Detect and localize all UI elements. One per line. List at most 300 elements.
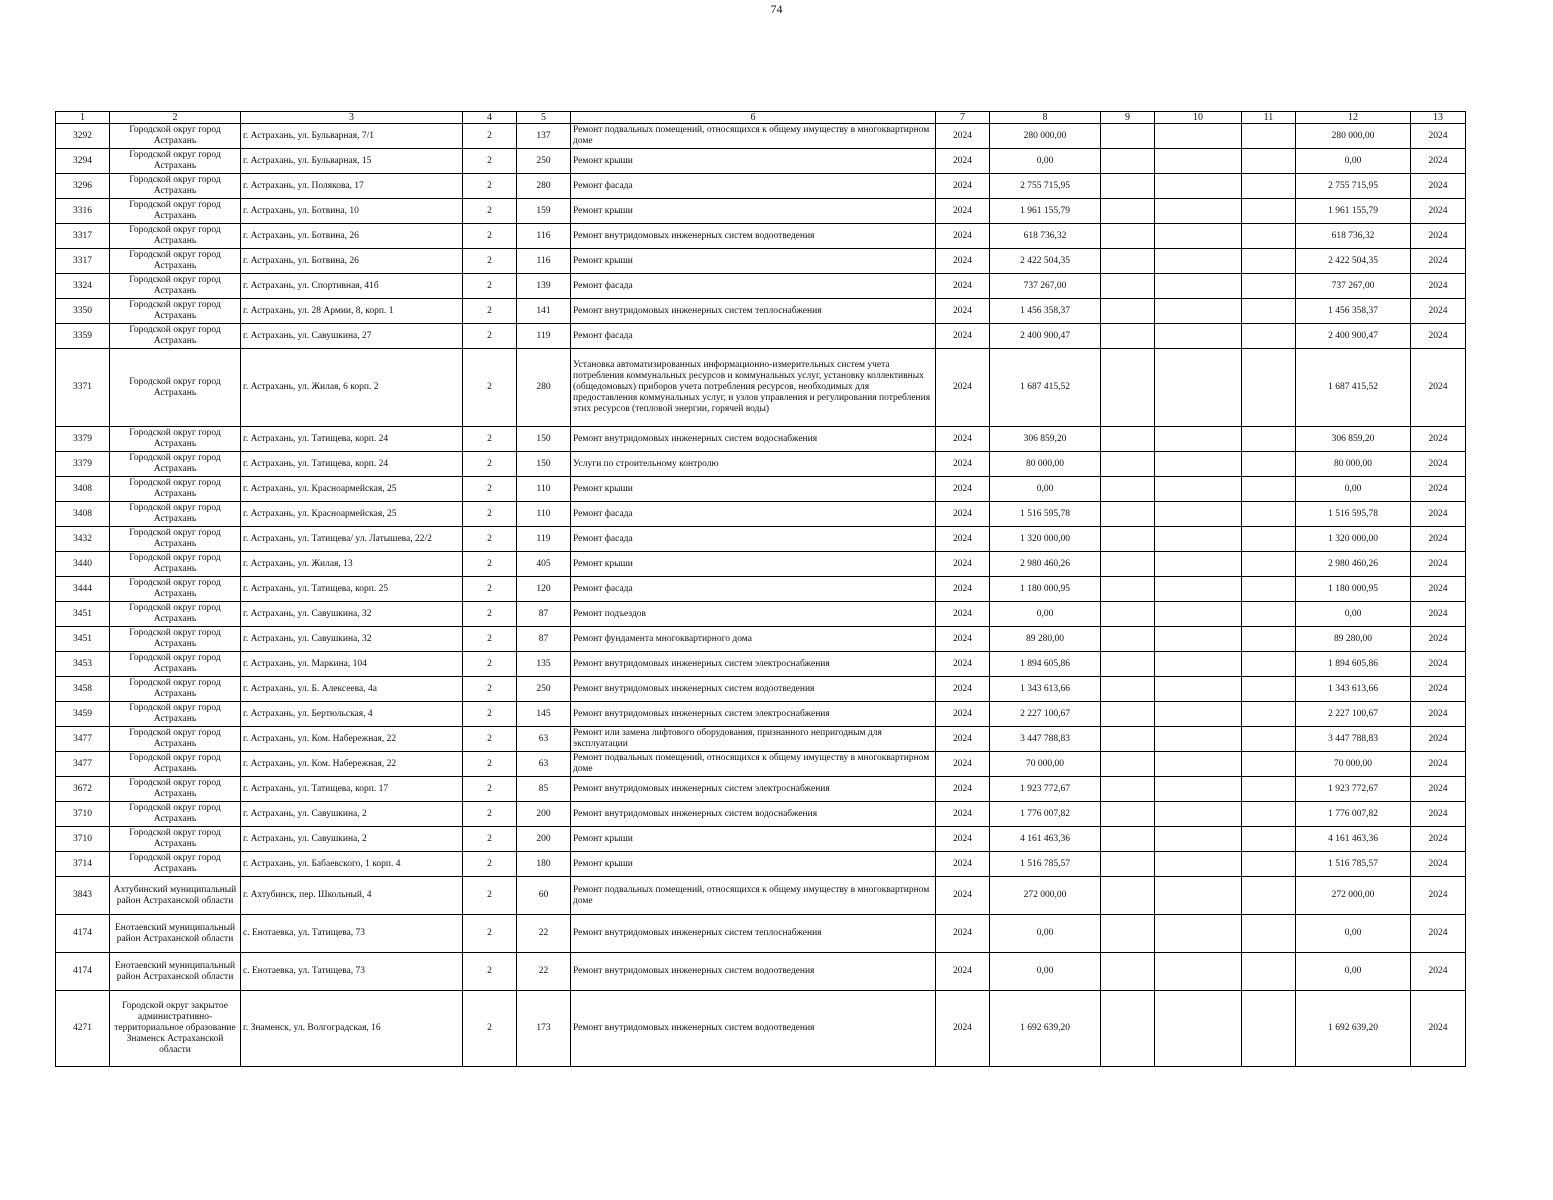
address: г. Астрахань, ул. Бульварная, 7/1: [241, 124, 463, 149]
row-number: 3316: [56, 199, 110, 224]
address: г. Астрахань, ул. Красноармейская, 25: [241, 502, 463, 527]
col-10-value: [1155, 299, 1242, 324]
municipality: Городской округ город Астрахань: [110, 777, 241, 802]
completion-year: 2024: [1411, 915, 1466, 953]
col-4-value: 2: [463, 124, 517, 149]
address: г. Астрахань, ул. Красноармейская, 25: [241, 477, 463, 502]
col-11-value: [1242, 349, 1296, 427]
work-type: Ремонт внутридомовых инженерных систем водоотведения: [571, 991, 936, 1067]
completion-year: 2024: [1411, 124, 1466, 149]
col-5-value: 110: [517, 477, 571, 502]
col-4-value: 2: [463, 677, 517, 702]
col-11-value: [1242, 477, 1296, 502]
table-row: [56, 452, 1466, 477]
column-header: 5: [517, 112, 571, 124]
col-11-value: [1242, 224, 1296, 249]
address: г. Астрахань, ул. Савушкина, 2: [241, 802, 463, 827]
municipality: Городской округ город Астрахань: [110, 702, 241, 727]
col-11-value: [1242, 452, 1296, 477]
year: 2024: [936, 991, 990, 1067]
year: 2024: [936, 502, 990, 527]
table-row: [56, 652, 1466, 677]
col-4-value: 2: [463, 752, 517, 777]
col-9-value: [1101, 527, 1155, 552]
total-cost: 1 894 605,86: [1296, 652, 1411, 677]
col-11-value: [1242, 124, 1296, 149]
total-cost: 4 161 463,36: [1296, 827, 1411, 852]
col-9-value: [1101, 652, 1155, 677]
col-4-value: 2: [463, 702, 517, 727]
cost: 1 687 415,52: [990, 349, 1101, 427]
work-type: Ремонт крыши: [571, 249, 936, 274]
total-cost: 89 280,00: [1296, 627, 1411, 652]
table-row: [56, 199, 1466, 224]
table-row: [56, 124, 1466, 149]
year: 2024: [936, 299, 990, 324]
col-9-value: [1101, 953, 1155, 991]
row-number: 3477: [56, 727, 110, 752]
total-cost: 0,00: [1296, 602, 1411, 627]
municipality: Городской округ город Астрахань: [110, 427, 241, 452]
total-cost: 1 320 000,00: [1296, 527, 1411, 552]
cost: 2 755 715,95: [990, 174, 1101, 199]
cost: 1 343 613,66: [990, 677, 1101, 702]
work-type: Ремонт внутридомовых инженерных систем электроснабжения: [571, 777, 936, 802]
address: г. Астрахань, ул. Татищева, корп. 24: [241, 427, 463, 452]
column-header: 4: [463, 112, 517, 124]
year: 2024: [936, 677, 990, 702]
col-5-value: 250: [517, 149, 571, 174]
col-10-value: [1155, 752, 1242, 777]
column-header: 9: [1101, 112, 1155, 124]
col-10-value: [1155, 249, 1242, 274]
completion-year: 2024: [1411, 199, 1466, 224]
year: 2024: [936, 477, 990, 502]
col-9-value: [1101, 349, 1155, 427]
work-type: Ремонт крыши: [571, 852, 936, 877]
col-5-value: 63: [517, 752, 571, 777]
col-11-value: [1242, 953, 1296, 991]
col-4-value: 2: [463, 502, 517, 527]
municipality: Городской округ город Астрахань: [110, 552, 241, 577]
total-cost: 70 000,00: [1296, 752, 1411, 777]
col-9-value: [1101, 602, 1155, 627]
col-10-value: [1155, 852, 1242, 877]
total-cost: 618 736,32: [1296, 224, 1411, 249]
row-number: 3359: [56, 324, 110, 349]
work-type: Ремонт внутридомовых инженерных систем водоотведения: [571, 677, 936, 702]
year: 2024: [936, 827, 990, 852]
col-4-value: 2: [463, 149, 517, 174]
table-row: [56, 752, 1466, 777]
cost: 2 422 504,35: [990, 249, 1101, 274]
cost: 0,00: [990, 915, 1101, 953]
work-type: Ремонт внутридомовых инженерных систем водоснабжения: [571, 802, 936, 827]
work-type: Ремонт внутридомовых инженерных систем водоотведения: [571, 224, 936, 249]
col-4-value: 2: [463, 224, 517, 249]
col-4-value: 2: [463, 877, 517, 915]
year: 2024: [936, 577, 990, 602]
total-cost: 3 447 788,83: [1296, 727, 1411, 752]
completion-year: 2024: [1411, 602, 1466, 627]
address: г. Астрахань, ул. Савушкина, 2: [241, 827, 463, 852]
cost: 1 456 358,37: [990, 299, 1101, 324]
col-5-value: 116: [517, 224, 571, 249]
row-number: 3477: [56, 752, 110, 777]
col-11-value: [1242, 752, 1296, 777]
work-type: Ремонт фундамента многоквартирного дома: [571, 627, 936, 652]
municipality: Городской округ город Астрахань: [110, 727, 241, 752]
col-5-value: 145: [517, 702, 571, 727]
col-10-value: [1155, 777, 1242, 802]
completion-year: 2024: [1411, 249, 1466, 274]
row-number: 3459: [56, 702, 110, 727]
col-11-value: [1242, 527, 1296, 552]
year: 2024: [936, 777, 990, 802]
col-9-value: [1101, 752, 1155, 777]
col-10-value: [1155, 224, 1242, 249]
col-11-value: [1242, 199, 1296, 224]
total-cost: 1 516 595,78: [1296, 502, 1411, 527]
table-row: [56, 677, 1466, 702]
address: с. Енотаевка, ул. Татищева, 73: [241, 915, 463, 953]
table-row: [56, 477, 1466, 502]
address: г. Астрахань, ул. Жилая, 13: [241, 552, 463, 577]
address: с. Енотаевка, ул. Татищева, 73: [241, 953, 463, 991]
total-cost: 306 859,20: [1296, 427, 1411, 452]
col-5-value: 180: [517, 852, 571, 877]
col-5-value: 139: [517, 274, 571, 299]
completion-year: 2024: [1411, 702, 1466, 727]
table-row: [56, 727, 1466, 752]
cost: 1 961 155,79: [990, 199, 1101, 224]
cost: 1 516 785,57: [990, 852, 1101, 877]
year: 2024: [936, 427, 990, 452]
address: г. Астрахань, ул. Савушкина, 27: [241, 324, 463, 349]
work-type: Ремонт внутридомовых инженерных систем водоотведения: [571, 953, 936, 991]
cost: 1 894 605,86: [990, 652, 1101, 677]
col-10-value: [1155, 427, 1242, 452]
work-type: Ремонт внутридомовых инженерных систем теплоснабжения: [571, 915, 936, 953]
column-number-row: [56, 112, 1466, 124]
col-10-value: [1155, 827, 1242, 852]
row-number: 3458: [56, 677, 110, 702]
col-11-value: [1242, 427, 1296, 452]
col-5-value: 135: [517, 652, 571, 677]
work-type: Ремонт фасада: [571, 274, 936, 299]
municipality: Городской округ город Астрахань: [110, 577, 241, 602]
row-number: 3317: [56, 249, 110, 274]
col-9-value: [1101, 627, 1155, 652]
total-cost: 2 400 900,47: [1296, 324, 1411, 349]
total-cost: 0,00: [1296, 477, 1411, 502]
total-cost: 1 343 613,66: [1296, 677, 1411, 702]
year: 2024: [936, 324, 990, 349]
col-11-value: [1242, 677, 1296, 702]
col-11-value: [1242, 174, 1296, 199]
address: г. Астрахань, ул. Бабаевского, 1 корп. 4: [241, 852, 463, 877]
cost: 737 267,00: [990, 274, 1101, 299]
address: г. Астрахань, ул. Бертюльская, 4: [241, 702, 463, 727]
col-10-value: [1155, 452, 1242, 477]
address: г. Астрахань, ул. Б. Алексеева, 4а: [241, 677, 463, 702]
col-5-value: 280: [517, 349, 571, 427]
col-11-value: [1242, 249, 1296, 274]
row-number: 4271: [56, 991, 110, 1067]
cost: 618 736,32: [990, 224, 1101, 249]
row-number: 3440: [56, 552, 110, 577]
work-type: Ремонт фасада: [571, 527, 936, 552]
address: г. Астрахань, ул. Ботвина, 26: [241, 224, 463, 249]
completion-year: 2024: [1411, 652, 1466, 677]
col-11-value: [1242, 577, 1296, 602]
row-number: 3379: [56, 427, 110, 452]
col-11-value: [1242, 627, 1296, 652]
address: г. Астрахань, ул. Татищева, корп. 25: [241, 577, 463, 602]
col-4-value: 2: [463, 174, 517, 199]
col-11-value: [1242, 827, 1296, 852]
col-11-value: [1242, 877, 1296, 915]
column-header: 11: [1242, 112, 1296, 124]
col-10-value: [1155, 877, 1242, 915]
table-row: [56, 174, 1466, 199]
year: 2024: [936, 274, 990, 299]
table-row: [56, 274, 1466, 299]
total-cost: 1 961 155,79: [1296, 199, 1411, 224]
address: г. Астрахань, ул. Ком. Набережная, 22: [241, 752, 463, 777]
row-number: 3408: [56, 502, 110, 527]
table-row: [56, 852, 1466, 877]
row-number: 3379: [56, 452, 110, 477]
municipality: Городской округ город Астрахань: [110, 627, 241, 652]
column-header: 3: [241, 112, 463, 124]
work-type: Ремонт внутридомовых инженерных систем теплоснабжения: [571, 299, 936, 324]
municipality: Городской округ город Астрахань: [110, 324, 241, 349]
col-11-value: [1242, 324, 1296, 349]
col-5-value: 173: [517, 991, 571, 1067]
work-type: Ремонт или замена лифтового оборудования, признанного непригодным для эксплуатации: [571, 727, 936, 752]
total-cost: 1 776 007,82: [1296, 802, 1411, 827]
col-5-value: 60: [517, 877, 571, 915]
address: г. Астрахань, ул. Ком. Набережная, 22: [241, 727, 463, 752]
col-4-value: 2: [463, 991, 517, 1067]
total-cost: 280 000,00: [1296, 124, 1411, 149]
col-4-value: 2: [463, 777, 517, 802]
address: г. Астрахань, ул. Полякова, 17: [241, 174, 463, 199]
cost: 89 280,00: [990, 627, 1101, 652]
col-5-value: 250: [517, 677, 571, 702]
total-cost: 272 000,00: [1296, 877, 1411, 915]
row-number: 3294: [56, 149, 110, 174]
cost: 306 859,20: [990, 427, 1101, 452]
work-type: Ремонт подвальных помещений, относящихся к общему имуществу в многоквартирном доме: [571, 877, 936, 915]
col-4-value: 2: [463, 477, 517, 502]
col-4-value: 2: [463, 827, 517, 852]
municipality: Городской округ закрытое административно-территориальное образование Знаменск Астраханской области: [110, 991, 241, 1067]
completion-year: 2024: [1411, 777, 1466, 802]
municipality: Городской округ город Астрахань: [110, 602, 241, 627]
cost: 0,00: [990, 477, 1101, 502]
row-number: 3451: [56, 627, 110, 652]
col-11-value: [1242, 727, 1296, 752]
col-5-value: 150: [517, 427, 571, 452]
table-row: [56, 349, 1466, 427]
column-header: 6: [571, 112, 936, 124]
cost: 280 000,00: [990, 124, 1101, 149]
col-5-value: 141: [517, 299, 571, 324]
col-9-value: [1101, 477, 1155, 502]
table-row: [56, 224, 1466, 249]
col-9-value: [1101, 877, 1155, 915]
col-10-value: [1155, 349, 1242, 427]
completion-year: 2024: [1411, 577, 1466, 602]
table-body: [56, 124, 1466, 1067]
address: г. Астрахань, ул. Маркина, 104: [241, 652, 463, 677]
col-4-value: 2: [463, 915, 517, 953]
col-5-value: 116: [517, 249, 571, 274]
completion-year: 2024: [1411, 852, 1466, 877]
municipality: Городской округ город Астрахань: [110, 677, 241, 702]
col-5-value: 119: [517, 527, 571, 552]
col-4-value: 2: [463, 953, 517, 991]
col-9-value: [1101, 149, 1155, 174]
col-10-value: [1155, 149, 1242, 174]
total-cost: 0,00: [1296, 915, 1411, 953]
year: 2024: [936, 877, 990, 915]
year: 2024: [936, 915, 990, 953]
col-9-value: [1101, 827, 1155, 852]
municipality: Енотаевский муниципальный район Астраханской области: [110, 915, 241, 953]
year: 2024: [936, 552, 990, 577]
row-number: 3292: [56, 124, 110, 149]
col-4-value: 2: [463, 852, 517, 877]
column-header: 2: [110, 112, 241, 124]
municipality: Городской округ город Астрахань: [110, 827, 241, 852]
row-number: 3350: [56, 299, 110, 324]
total-cost: 1 180 000,95: [1296, 577, 1411, 602]
table-row: [56, 299, 1466, 324]
col-5-value: 150: [517, 452, 571, 477]
col-9-value: [1101, 174, 1155, 199]
completion-year: 2024: [1411, 477, 1466, 502]
col-10-value: [1155, 174, 1242, 199]
col-9-value: [1101, 452, 1155, 477]
col-4-value: 2: [463, 427, 517, 452]
completion-year: 2024: [1411, 452, 1466, 477]
work-type: Ремонт фасада: [571, 324, 936, 349]
address: г. Астрахань, ул. Жилая, 6 корп. 2: [241, 349, 463, 427]
col-5-value: 87: [517, 627, 571, 652]
col-4-value: 2: [463, 249, 517, 274]
address: г. Астрахань, ул. Татищева/ ул. Латышева, 22/2: [241, 527, 463, 552]
work-type: Ремонт крыши: [571, 199, 936, 224]
col-5-value: 280: [517, 174, 571, 199]
total-cost: 2 227 100,67: [1296, 702, 1411, 727]
row-number: 3710: [56, 802, 110, 827]
col-10-value: [1155, 602, 1242, 627]
cost: 1 320 000,00: [990, 527, 1101, 552]
municipality: Городской округ город Астрахань: [110, 802, 241, 827]
table-row: [56, 502, 1466, 527]
year: 2024: [936, 452, 990, 477]
table-row: [56, 427, 1466, 452]
column-header: 8: [990, 112, 1101, 124]
year: 2024: [936, 174, 990, 199]
col-9-value: [1101, 124, 1155, 149]
col-10-value: [1155, 953, 1242, 991]
column-header: 7: [936, 112, 990, 124]
row-number: 3317: [56, 224, 110, 249]
col-9-value: [1101, 727, 1155, 752]
cost: 1 180 000,95: [990, 577, 1101, 602]
col-10-value: [1155, 991, 1242, 1067]
municipality: Городской округ город Астрахань: [110, 452, 241, 477]
col-10-value: [1155, 702, 1242, 727]
col-5-value: 87: [517, 602, 571, 627]
col-10-value: [1155, 627, 1242, 652]
cost: 1 692 639,20: [990, 991, 1101, 1067]
row-number: 3296: [56, 174, 110, 199]
completion-year: 2024: [1411, 324, 1466, 349]
year: 2024: [936, 199, 990, 224]
completion-year: 2024: [1411, 627, 1466, 652]
col-5-value: 137: [517, 124, 571, 149]
completion-year: 2024: [1411, 677, 1466, 702]
year: 2024: [936, 149, 990, 174]
completion-year: 2024: [1411, 802, 1466, 827]
col-11-value: [1242, 149, 1296, 174]
total-cost: 80 000,00: [1296, 452, 1411, 477]
completion-year: 2024: [1411, 727, 1466, 752]
work-type: Установка автоматизированных информационно-измерительных систем учета потребления коммунальных ресурсов и коммунальных услуг, установку коллективных (общедомовых) приборов учета потребления ресурсов, необходимых для предоставления коммунальных услуг, и узлов управления и регулирования потребления этих ресурсов (тепловой энергии, горячей воды): [571, 349, 936, 427]
table-row: [56, 953, 1466, 991]
total-cost: 737 267,00: [1296, 274, 1411, 299]
col-11-value: [1242, 602, 1296, 627]
col-4-value: 2: [463, 349, 517, 427]
work-type: Ремонт внутридомовых инженерных систем электроснабжения: [571, 652, 936, 677]
col-10-value: [1155, 324, 1242, 349]
col-4-value: 2: [463, 602, 517, 627]
address: г. Астрахань, ул. Спортивная, 41б: [241, 274, 463, 299]
completion-year: 2024: [1411, 149, 1466, 174]
total-cost: 1 687 415,52: [1296, 349, 1411, 427]
year: 2024: [936, 349, 990, 427]
municipality: Городской округ город Астрахань: [110, 174, 241, 199]
row-number: 3672: [56, 777, 110, 802]
column-header: 1: [56, 112, 110, 124]
row-number: 3444: [56, 577, 110, 602]
cost: 272 000,00: [990, 877, 1101, 915]
completion-year: 2024: [1411, 224, 1466, 249]
col-11-value: [1242, 991, 1296, 1067]
cost: 1 923 772,67: [990, 777, 1101, 802]
municipality: Городской округ город Астрахань: [110, 477, 241, 502]
completion-year: 2024: [1411, 752, 1466, 777]
cost: 2 980 460,26: [990, 552, 1101, 577]
table-row: [56, 527, 1466, 552]
col-4-value: 2: [463, 299, 517, 324]
completion-year: 2024: [1411, 299, 1466, 324]
address: г. Астрахань, ул. Татищева, корп. 24: [241, 452, 463, 477]
address: г. Астрахань, ул. Татищева, корп. 17: [241, 777, 463, 802]
col-5-value: 22: [517, 915, 571, 953]
address: г. Астрахань, ул. Савушкина, 32: [241, 627, 463, 652]
col-9-value: [1101, 702, 1155, 727]
table-row: [56, 149, 1466, 174]
col-10-value: [1155, 652, 1242, 677]
completion-year: 2024: [1411, 527, 1466, 552]
completion-year: 2024: [1411, 174, 1466, 199]
